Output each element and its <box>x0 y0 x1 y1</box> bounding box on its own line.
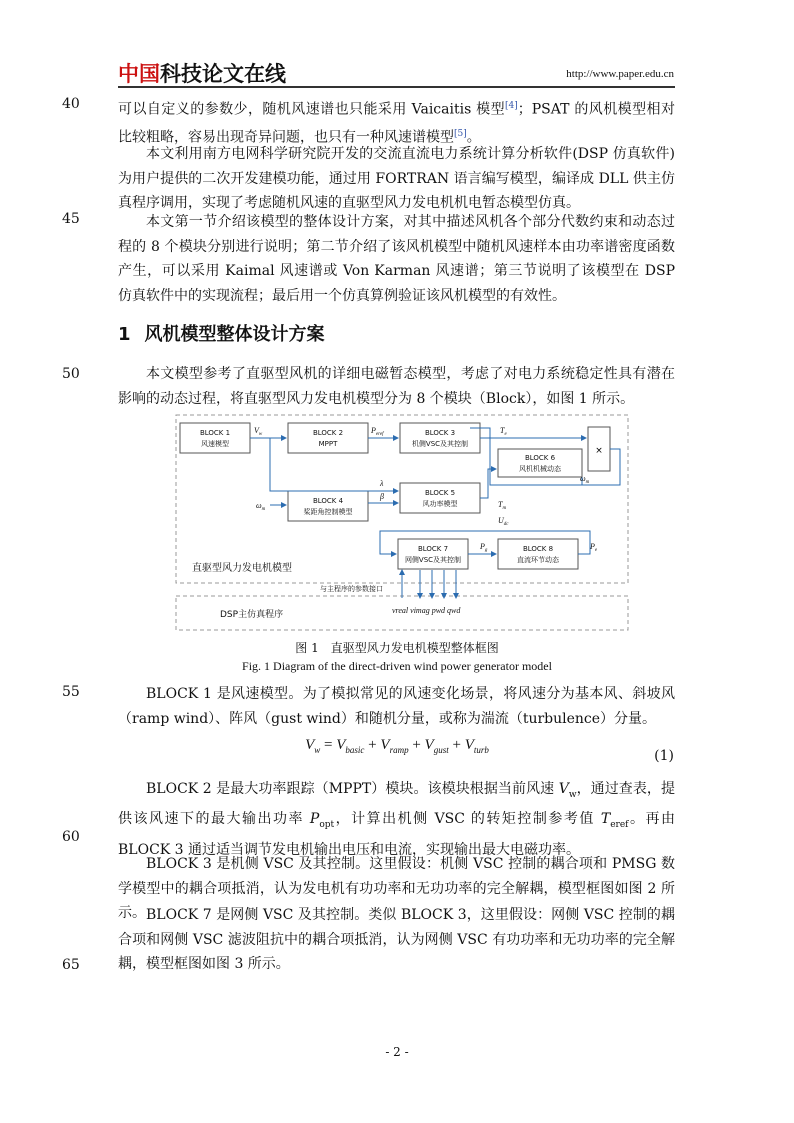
paragraph: 可以自定义的参数少，随机风速谱也只能采用 Vaicaitis 模型[4]；PSAT 的风机模型相对比较粗略，容易出现奇异问题，也只有一种风速谱模型[5]。 <box>118 101 675 146</box>
label-te: $T_e$ <box>500 426 507 437</box>
block-5-title: BLOCK 5 <box>424 489 456 497</box>
logo-red-text: 中国 <box>118 62 160 86</box>
block-3-title: BLOCK 3 <box>424 429 456 437</box>
label-pg: $P_g$ <box>480 542 488 553</box>
line-number: 45 <box>62 211 80 227</box>
dsp-label: DSP主仿真程序 <box>220 610 284 620</box>
equation-number: (1) <box>654 748 674 764</box>
header-url[interactable]: http://www.paper.edu.cn <box>566 68 674 80</box>
block-2-label: MPPT <box>318 440 338 448</box>
page-number: - 2 - <box>385 1045 409 1059</box>
block-3-label: 机侧VSC及其控制 <box>411 440 469 448</box>
label-omega-m-out: $\omega_m$ <box>580 474 590 485</box>
line-number: 55 <box>62 684 80 700</box>
label-pe: $P_e$ <box>590 542 598 553</box>
paragraph: BLOCK 7 是网侧 VSC 及其控制。类似 BLOCK 3，这里假设：网侧 VSC 控制的耦合项和网侧 VSC 滤波阻抗中的耦合项抵消，认为网侧 VSC 有功功率和无功功率的完全解耦，模型框图如图 3 所示。 <box>118 907 675 972</box>
label-udc: $U_{dc}$ <box>498 516 509 527</box>
block-7-label: 网侧VSC及其控制 <box>404 556 462 564</box>
citation-link[interactable]: [4] <box>505 101 518 111</box>
interface-vars: vreal vimag pwd qwd <box>392 606 461 615</box>
model-name-label: 直驱型风力发电机模型 <box>192 563 292 574</box>
label-tm: $T_m$ <box>498 500 507 511</box>
block-8-title: BLOCK 8 <box>522 545 554 553</box>
paragraph: BLOCK 1 是风速模型。为了模拟常见的风速变化场景，将风速分为基本风、斜坡风（ramp wind）、阵风（gust wind）和随机分量，或称为湍流（turbulence）分量。 <box>118 686 675 727</box>
paragraph: 本文利用南方电网科学研究院开发的交流直流电力系统计算分析软件(DSP 仿真软件)为用户提供的二次开发建模功能，通过用 FORTRAN 语言编写模型，编译成 DLL 供主仿真程序调用，实现了考虑随机风速的直驱型风力发电机机电暂态模型仿真。 <box>118 146 675 211</box>
paragraph: BLOCK 3 是机侧 VSC 及其控制。这里假设：机侧 VSC 控制的耦合项和 PMSG 数学模型中的耦合项抵消，认为发电机有功功率和无功功率的完全解耦，模型框图如图 2 所示。 <box>118 856 675 921</box>
label-omega-m: $\omega_m$ <box>256 501 266 512</box>
site-logo <box>118 58 286 88</box>
block-4-title: BLOCK 4 <box>312 497 344 505</box>
block-8-label: 直流环节动态 <box>517 556 559 564</box>
paragraph: 本文模型参考了直驱型风机的详细电磁暂态模型，考虑了对电力系统稳定性具有潜在影响的动态过程，将直驱型风力发电机模型分为 8 个模块（Block），如图 1 所示。 <box>118 366 675 407</box>
block-1-title: BLOCK 1 <box>199 429 231 437</box>
section-heading: 1 风机模型整体设计方案 <box>118 324 325 345</box>
line-number: 40 <box>62 96 80 112</box>
label-lambda: λ <box>380 479 384 488</box>
block-4-label: 桨距角控制模型 <box>303 508 353 516</box>
label-peref: $P_{eref}$ <box>371 426 384 437</box>
figure-caption-en: Fig. 1 Diagram of the direct-driven wind power generator model <box>242 659 552 673</box>
figure-1-diagram <box>170 413 634 635</box>
label-vw: $V_w$ <box>254 426 263 437</box>
block-6-label: 风机机械动态 <box>519 465 561 473</box>
block-5-label: 风功率模型 <box>422 500 458 508</box>
header-rule <box>118 86 675 88</box>
line-number: 50 <box>62 366 80 382</box>
label-beta: β <box>380 492 384 501</box>
block-1-label: 风速模型 <box>201 440 229 448</box>
block-6-title: BLOCK 6 <box>524 454 556 462</box>
figure-caption-cn: 图 1 直驱型风力发电机模型整体框图 <box>295 641 499 655</box>
block-2-title: BLOCK 2 <box>312 429 344 437</box>
block-7-title: BLOCK 7 <box>417 545 449 553</box>
paragraph: 本文第一节介绍该模型的整体设计方案，对其中描述风机各个部分代数约束和动态过程的 8 个模块分别进行说明；第二节介绍了该风机模型中随机风速样本由功率谱密度函数产生，可以采用 Kaimal 风速谱或 Von Karman 风速谱；第三节说明了该模型在 DSP 仿真软件中的实现流程；最后用一个仿真算例验证该风机模型的有效性。 <box>118 214 675 304</box>
paragraph: BLOCK 2 是最大功率跟踪（MPPT）模块。该模块根据当前风速 $V_w$，通过查表，提供该风速下的最大输出功率 $P_{opt}$，计算出机侧 VSC 的转矩控制参考值 $T_{eref}$。再由 BLOCK 3 通过适当调节发电机输出电压和电流，实现输出最大电磁功率。 <box>118 781 676 858</box>
citation-link[interactable]: [5] <box>454 129 467 140</box>
interface-label: 与主程序的参数接口 <box>320 585 383 593</box>
multiplier-symbol: × <box>595 446 603 456</box>
line-number: 60 <box>62 829 80 845</box>
equation-1: $V_w = V_{basic} + V_{ramp} + V_{gust} + V_{turb}$ <box>305 737 489 755</box>
line-number: 65 <box>62 957 80 973</box>
logo-black-text: 科技论文在线 <box>160 62 286 86</box>
